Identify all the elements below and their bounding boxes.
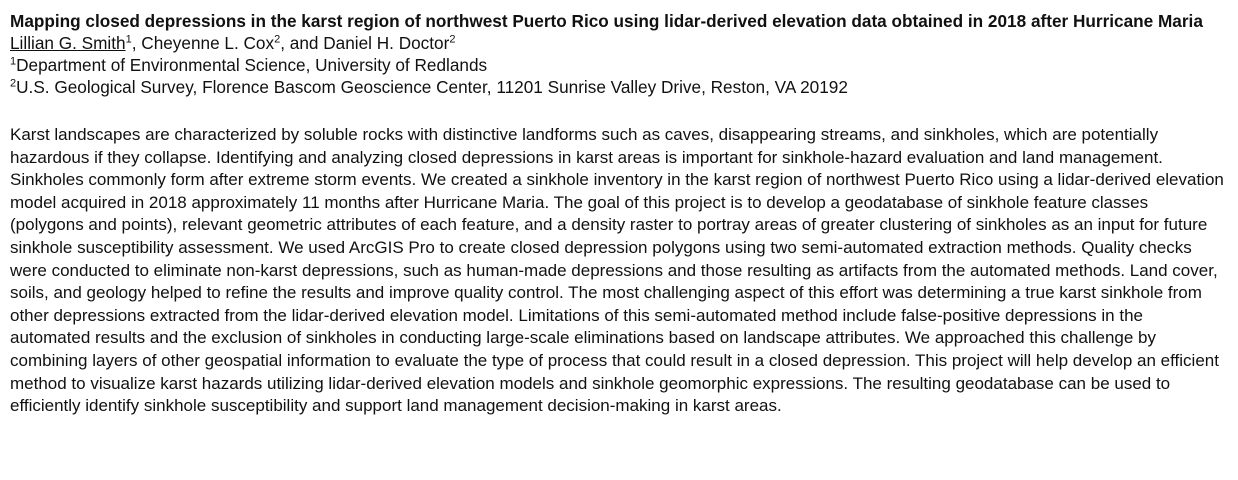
author-separator-2: , and: [280, 33, 324, 53]
affiliation-text-2: U.S. Geological Survey, Florence Bascom Geoscience Center, 11201 Sunrise Valley Drive, Reston, VA 20192: [16, 77, 848, 97]
affiliation-mark-2: 2: [10, 77, 17, 90]
paper-title: Mapping closed depressions in the karst region of northwest Puerto Rico using lidar-derived elevation data obtained in 2018 after Hurricane Maria: [10, 11, 1203, 31]
affiliation-2: [10, 76, 1224, 98]
affiliation-1: [10, 54, 1224, 76]
author-name-1: Lillian G. Smith: [10, 33, 126, 53]
author-affil-mark-3: 2: [449, 33, 456, 46]
affiliation-text-1: Department of Environmental Science, University of Redlands: [16, 55, 488, 75]
author-name-3: Daniel H. Doctor: [323, 33, 450, 53]
author-separator-1: ,: [131, 33, 142, 53]
author-line: [10, 32, 1224, 54]
author-affil-mark-2: 2: [274, 33, 281, 46]
author-affil-mark-1: 1: [125, 33, 132, 46]
affiliation-mark-1: 1: [10, 55, 17, 68]
abstract-paragraph: Karst landscapes are characterized by soluble rocks with distinctive landforms such as caves, disappearing streams, and sinkholes, which are potentially hazardous if they collapse. Identifying and analyzing closed depressions in karst areas is important for sinkhole-hazard evaluation and land management. Sinkholes commonly form after extreme storm events. We created a sinkhole inventory in the karst region of northwest Puerto Rico using a lidar-derived elevation model acquired in 2018 approximately 11 months after Hurricane Maria. The goal of this project is to develop a geodatabase of sinkhole feature classes (polygons and points), relevant geometric attributes of each feature, and a density raster to portray areas of greater clustering of sinkholes as an input for future sinkhole susceptibility assessment. We used ArcGIS Pro to create closed depression polygons using two semi-automated extraction methods. Quality checks were conducted to eliminate non-karst depressions, such as human-made depressions and those resulting as artifacts from the automated methods. Land cover, soils, and geology helped to refine the results and improve quality control. The most challenging aspect of this effort was determining a true karst sinkhole from other depressions extracted from the lidar-derived elevation model. Limitations of this semi-automated method include false-positive depressions in the automated results and the exclusion of sinkholes in conducting large-scale eliminations based on landscape attributes. We approached this challenge by combining layers of other geospatial information to evaluate the type of process that could result in a closed depression. This project will help develop an efficient method to visualize karst hazards utilizing lidar-derived elevation models and sinkhole geomorphic expressions. The resulting geodatabase can be used to efficiently identify sinkhole susceptibility and support land management decision-making in karst areas.: [10, 125, 1224, 416]
author-name-2: Cheyenne L. Cox: [141, 33, 275, 53]
